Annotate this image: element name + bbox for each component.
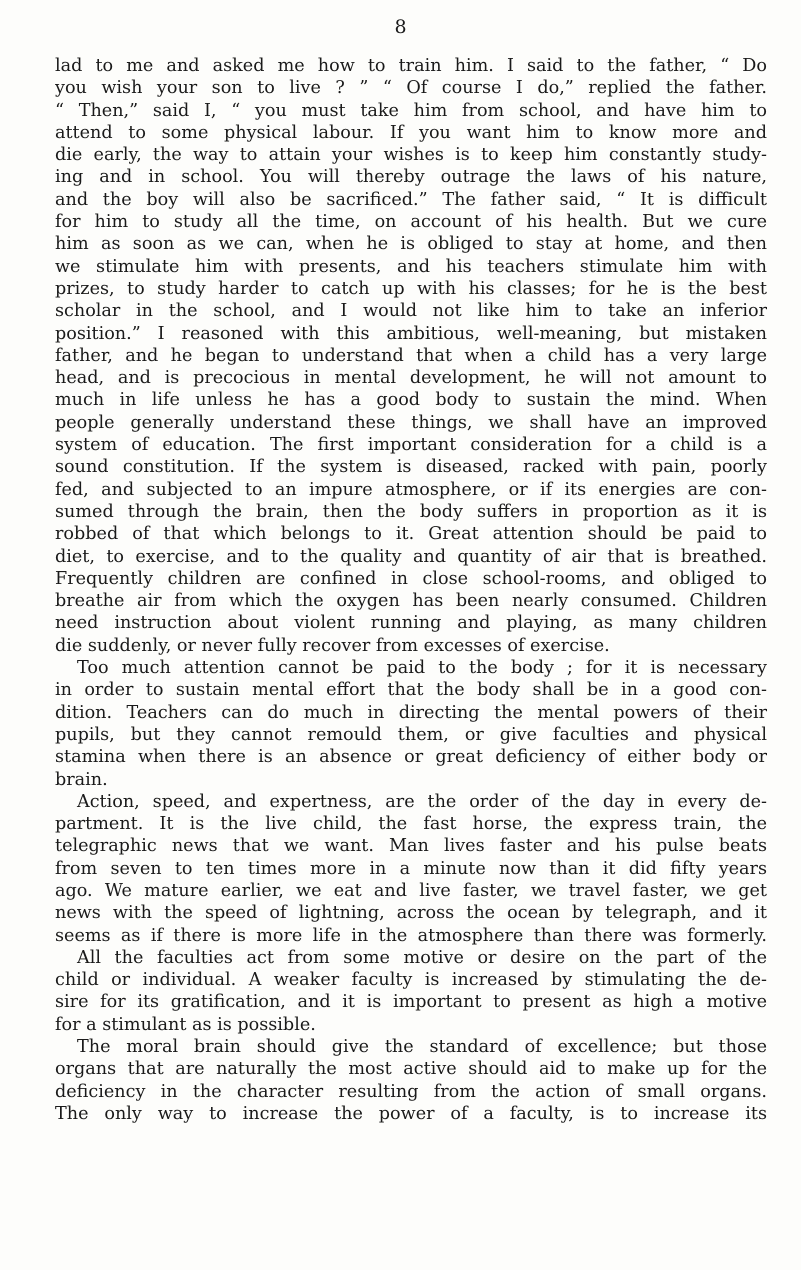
text-line: “ Then,” said I, “ you must take him from school, and have him to [55, 100, 767, 121]
text-line: fed, and subjected to an impure atmosphere, or if its energies are con- [55, 479, 767, 500]
text-line: Frequently children are confined in close school-rooms, and obliged to [55, 568, 767, 589]
text-line: attend to some physical labour. If you want him to know more and [55, 122, 767, 143]
text-line: much in life unless he has a good body to sustain the mind. When [55, 390, 767, 411]
text-line: him as soon as we can, when he is obliged to stay at home, and then [55, 234, 767, 255]
text-line: organs that are naturally the most active should aid to make up for the [55, 1059, 767, 1080]
text-line: for a stimulant as is possible. [55, 1014, 316, 1035]
text-line: die early, the way to attain your wishes is to keep him constantly study- [55, 145, 767, 166]
text-line: scholar in the school, and I would not like him to take an inferior [55, 301, 767, 322]
text-line: from seven to ten times more in a minute now than it did fifty years [55, 858, 767, 879]
text-line: partment. It is the live child, the fast horse, the express train, the [55, 814, 767, 835]
text-line: lad to me and asked me how to train him. I said to the father, “ Do [55, 56, 767, 76]
text-line: diet, to exercise, and to the quality and quantity of air that is breathed. [55, 546, 767, 567]
text-line: breathe air from which the oxygen has been nearly consumed. Children [55, 591, 767, 612]
text-line: child or individual. A weaker faculty is increased by stimulating the de- [55, 970, 767, 991]
text-line: father, and he began to understand that when a child has a very large [55, 345, 767, 366]
text-line: The moral brain should give the standard of excellence; but those [77, 1037, 767, 1058]
body-text [55, 55, 767, 1125]
text-line: sumed through the brain, then the body suffers in proportion as it is [55, 501, 767, 522]
text-line: sire for its gratification, and it is important to present as high a motive [55, 992, 767, 1013]
text-line: Too much attention cannot be paid to the body ; for it is necessary [77, 658, 767, 679]
text-line: dition. Teachers can do much in directing the mental powers of their [55, 702, 767, 723]
text-line: robbed of that which belongs to it. Great attention should be paid to [55, 524, 767, 545]
text-line: you wish your son to live ? ” “ Of course I do,” replied the father. [55, 78, 767, 99]
text-line: for him to study all the time, on account of his health. But we cure [55, 212, 767, 233]
text-line: and the boy will also be sacrificed.” The father said, “ It is difficult [55, 189, 767, 210]
text-line: news with the speed of lightning, across the ocean by telegraph, and it [55, 903, 767, 924]
text-line: people generally understand these things, we shall have an improved [55, 412, 767, 433]
text-line: All the faculties act from some motive or desire on the part of the [77, 947, 767, 968]
text-line: telegraphic news that we want. Man lives faster and his pulse beats [55, 836, 767, 857]
text-line: sound constitution. If the system is diseased, racked with pain, poorly [55, 457, 767, 478]
text-line: die suddenly, or never fully recover from excesses of exercise. [55, 635, 610, 656]
text-line: position.” I reasoned with this ambitious, well-meaning, but mistaken [55, 323, 767, 344]
text-line: pupils, but they cannot remould them, or give faculties and physical [55, 724, 767, 745]
text-line: deficiency in the character resulting from the action of small organs. [55, 1081, 767, 1102]
text-line: in order to sustain mental effort that the body shall be in a good con- [55, 680, 767, 701]
text-line: stamina when there is an absence or great deficiency of either body or [55, 747, 767, 768]
text-line: Action, speed, and expertness, are the order of the day in every de- [77, 791, 767, 812]
text-line: we stimulate him with presents, and his teachers stimulate him with [55, 256, 767, 277]
text-line: brain. [55, 769, 108, 790]
text-line: system of education. The first important consideration for a child is a [55, 435, 767, 456]
text-line: ago. We mature earlier, we eat and live faster, we travel faster, we get [55, 880, 767, 901]
text-line: ing and in school. You will thereby outrage the laws of his nature, [55, 167, 767, 188]
text-line: need instruction about violent running and playing, as many children [55, 613, 767, 634]
text-line: head, and is precocious in mental development, he will not amount to [55, 368, 767, 389]
text-line: The only way to increase the power of a faculty, is to increase its [55, 1103, 767, 1124]
text-line: seems as if there is more life in the atmosphere than there was formerly. [55, 925, 767, 946]
page-number: 8 [394, 16, 407, 38]
text-line: prizes, to study harder to catch up with his classes; for he is the best [55, 278, 767, 299]
